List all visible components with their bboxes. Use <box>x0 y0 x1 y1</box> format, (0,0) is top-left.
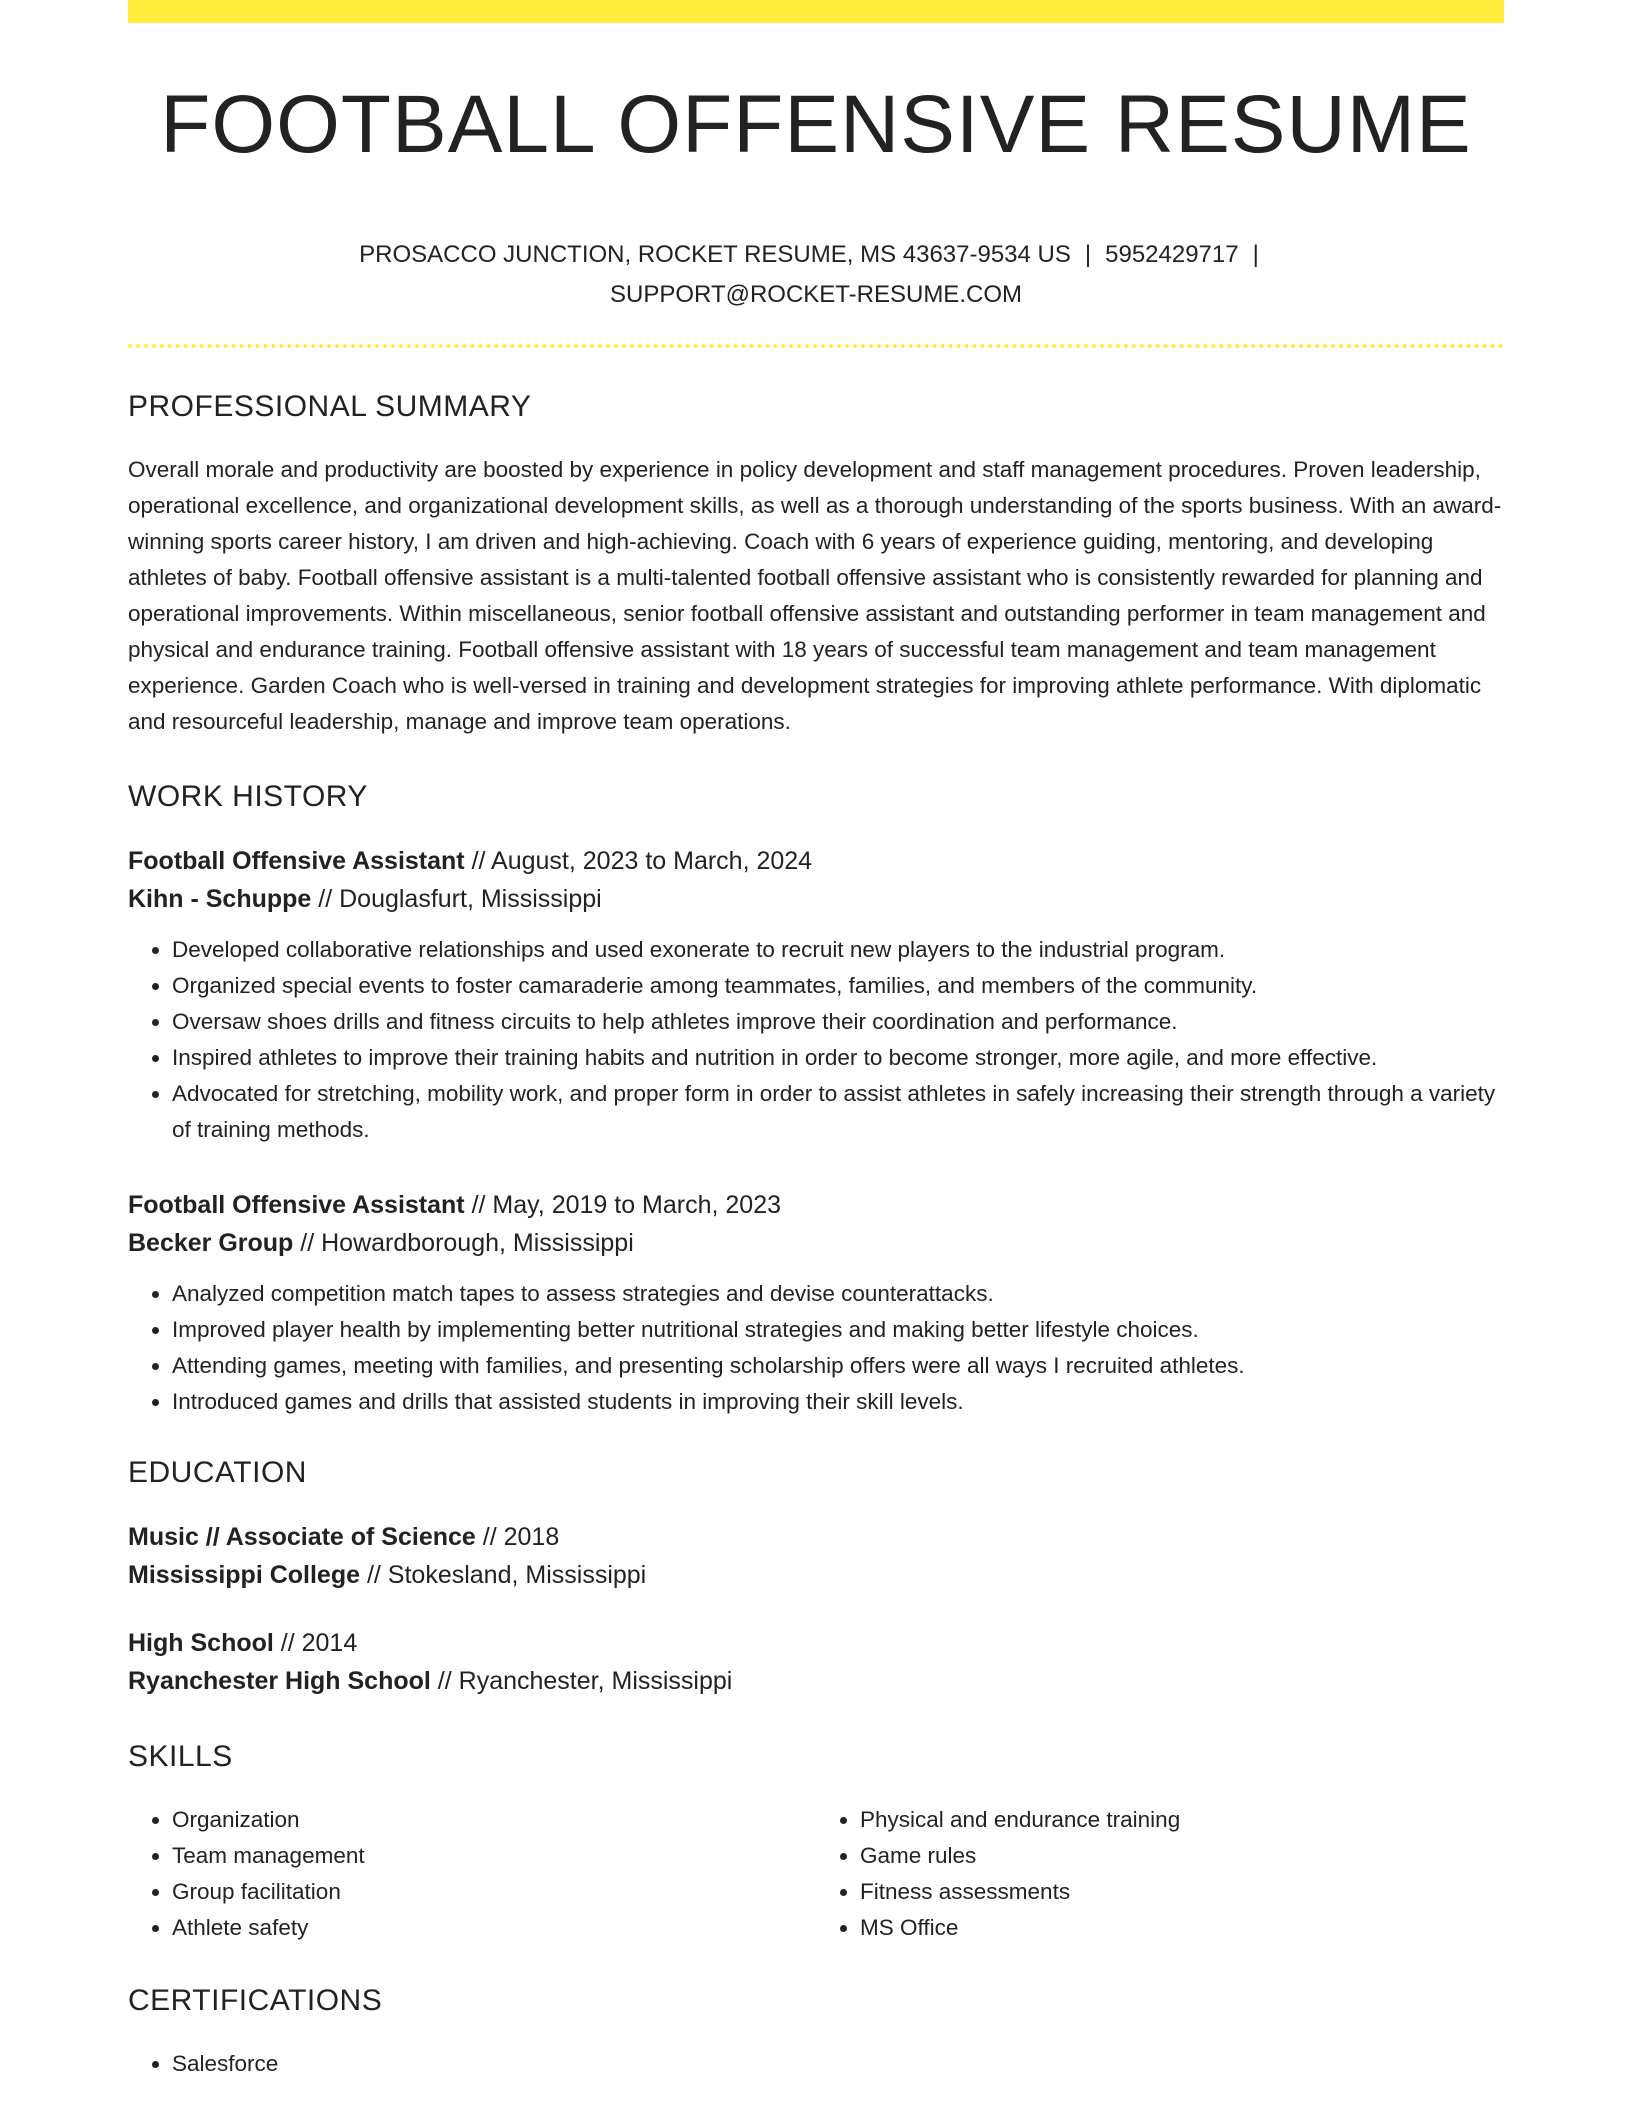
job-title: Football Offensive Assistant <box>128 847 465 875</box>
section-heading-work: WORK HISTORY <box>128 780 368 813</box>
education-year: // 2014 <box>273 1629 358 1657</box>
summary-section <box>128 390 1504 740</box>
job-bullet: • Organized special events to foster camaraderie among teammates, families, and members of the community. <box>172 968 1504 1004</box>
job-entry <box>128 1186 1504 1420</box>
job-location: // Douglasfurt, Mississippi <box>311 885 602 913</box>
work-history-section <box>128 780 1504 1420</box>
contact-info <box>128 235 1504 315</box>
job-bullet: • Improved player health by implementing better nutritional strategies and making better lifestyle choices. <box>172 1312 1504 1348</box>
section-heading-summary: PROFESSIONAL SUMMARY <box>128 390 532 423</box>
job-bullets <box>128 1276 1504 1420</box>
job-entry <box>128 842 1504 1148</box>
skill-item: • Organization <box>172 1802 816 1838</box>
job-dates: // August, 2023 to March, 2024 <box>464 847 813 875</box>
skill-item: • Physical and endurance training <box>860 1802 1504 1838</box>
summary-text: Overall morale and productivity are boosted by experience in policy development and staff management procedures. Proven leadership, operational excellence, and organizational development skills, as well as a thorough understanding of the sports business. With an award-winning sports career history, I am driven and high-achieving. Coach with 6 years of experience guiding, mentoring, and developing athletes of baby. Football offensive assistant is a multi-talented football offensive assistant who is consistently rewarded for planning and operational improvements. Within miscellaneous, senior football offensive assistant and outstanding performer in team management and physical and endurance training. Football offensive assistant with 18 years of successful team management and team management experience. Garden Coach who is well-versed in training and development strategies for improving athlete performance. With diplomatic and resourceful leadership, manage and improve team operations. <box>128 457 1502 734</box>
job-company-line <box>128 1224 1504 1262</box>
contact-separator: | <box>1084 241 1092 268</box>
job-bullet: • Attending games, meeting with families, and presenting scholarship offers were all ways I recruited athletes. <box>172 1348 1504 1384</box>
job-dates: // May, 2019 to March, 2023 <box>464 1191 782 1219</box>
accent-top-bar <box>128 0 1504 23</box>
contact-address: PROSACCO JUNCTION, ROCKET RESUME, MS 43637-9534 US <box>359 241 1071 268</box>
certifications-list <box>128 2046 1504 2082</box>
skill-item: • Group facilitation <box>172 1874 816 1910</box>
job-bullet: • Developed collaborative relationships and used exonerate to recruit new players to the industrial program. <box>172 932 1504 968</box>
skill-item: • Fitness assessments <box>860 1874 1504 1910</box>
education-degree-line <box>128 1518 1504 1556</box>
education-entry <box>128 1624 1504 1700</box>
job-bullets <box>128 932 1504 1148</box>
job-bullet: • Advocated for stretching, mobility work, and proper form in order to assist athletes in safely increasing their strength through a variety of training methods. <box>172 1076 1504 1148</box>
job-bullet: • Analyzed competition match tapes to assess strategies and devise counterattacks. <box>172 1276 1504 1312</box>
job-title-line <box>128 842 1504 880</box>
education-year: // 2018 <box>475 1523 560 1551</box>
certifications-section <box>128 1984 1504 2082</box>
skills-section <box>128 1740 1504 1946</box>
skill-item: • Athlete safety <box>172 1910 816 1946</box>
education-degree: High School <box>128 1629 274 1657</box>
section-heading-skills: SKILLS <box>128 1740 233 1773</box>
job-title: Football Offensive Assistant <box>128 1191 465 1219</box>
resume-title: FOOTBALL OFFENSIVE RESUME <box>160 79 1472 170</box>
contact-email: SUPPORT@ROCKET-RESUME.COM <box>610 281 1022 308</box>
education-section <box>128 1456 1504 1700</box>
section-heading-certifications: CERTIFICATIONS <box>128 1984 383 2017</box>
education-school: Ryanchester High School <box>128 1667 431 1695</box>
skills-columns <box>128 1802 1504 1946</box>
education-school-line <box>128 1556 1504 1594</box>
skills-list-left <box>128 1802 816 1946</box>
contact-separator: | <box>1252 241 1259 268</box>
job-location: // Howardborough, Mississippi <box>293 1229 634 1257</box>
education-location: // Ryanchester, Mississippi <box>430 1667 733 1695</box>
job-bullet: • Inspired athletes to improve their training habits and nutrition in order to become stronger, more agile, and more effective. <box>172 1040 1504 1076</box>
skill-item: • Team management <box>172 1838 816 1874</box>
job-title-line <box>128 1186 1504 1224</box>
job-company: Kihn - Schuppe <box>128 885 312 913</box>
education-degree: Music // Associate of Science <box>128 1523 476 1551</box>
education-school-line <box>128 1662 1504 1700</box>
skill-item: • Game rules <box>860 1838 1504 1874</box>
resume-content <box>128 390 1504 2082</box>
skills-list-right <box>816 1802 1504 1946</box>
education-school: Mississippi College <box>128 1561 361 1589</box>
education-location: // Stokesland, Mississippi <box>360 1561 647 1589</box>
job-bullet: • Introduced games and drills that assisted students in improving their skill levels. <box>172 1384 1504 1420</box>
job-company-line <box>128 880 1504 918</box>
education-entry <box>128 1518 1504 1594</box>
dotted-divider <box>128 344 1504 348</box>
job-company: Becker Group <box>128 1229 294 1257</box>
skill-item: • MS Office <box>860 1910 1504 1946</box>
job-bullet: • Oversaw shoes drills and fitness circuits to help athletes improve their coordination and performance. <box>172 1004 1504 1040</box>
education-degree-line <box>128 1624 1504 1662</box>
contact-phone: 5952429717 <box>1105 241 1239 268</box>
section-heading-education: EDUCATION <box>128 1456 307 1489</box>
certification-item: • Salesforce <box>172 2046 1504 2082</box>
